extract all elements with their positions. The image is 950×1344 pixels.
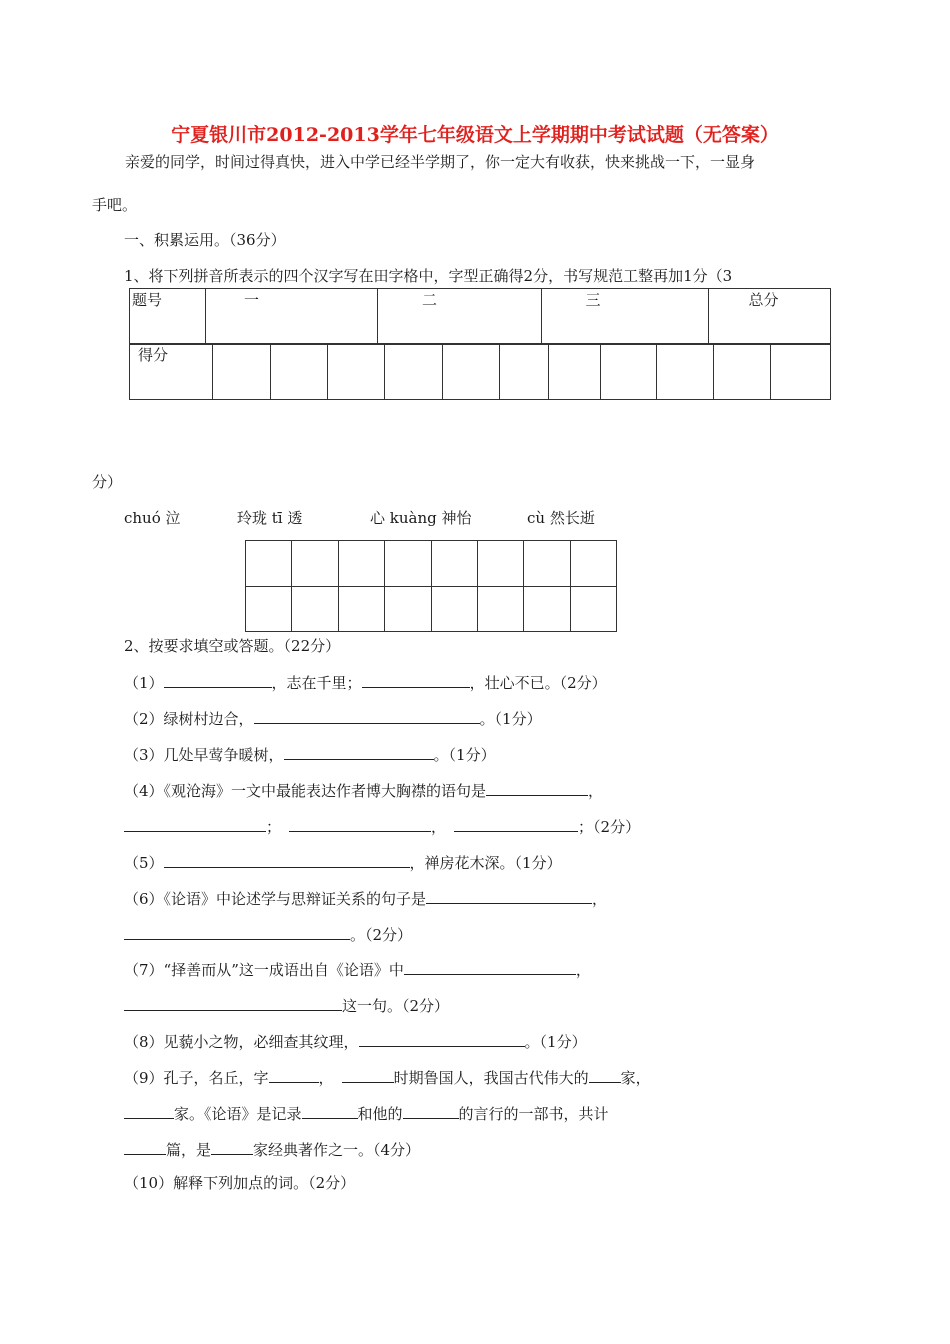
answer-blank[interactable] bbox=[403, 1102, 459, 1119]
grid-cell[interactable] bbox=[246, 586, 292, 632]
item-5-label: （5） bbox=[124, 854, 164, 872]
item-4-text-d: ， bbox=[431, 818, 447, 836]
item-9-text-a: （9）孔子，名丘，字 bbox=[124, 1069, 269, 1087]
grid-cell[interactable] bbox=[338, 586, 384, 632]
grid-cell[interactable] bbox=[385, 541, 431, 587]
item-6-text-b: ， bbox=[592, 890, 608, 908]
item-7-text-c: 这一句。（2分） bbox=[342, 997, 450, 1015]
answer-blank[interactable] bbox=[269, 1066, 319, 1083]
pinyin-4: cù 然长逝 bbox=[527, 509, 595, 527]
score-cell bbox=[549, 344, 601, 400]
item-8-text-b: 。（1分） bbox=[524, 1033, 587, 1051]
item-6-line-2 bbox=[124, 923, 412, 945]
item-2 bbox=[124, 707, 542, 729]
answer-blank[interactable] bbox=[124, 1138, 166, 1155]
tianzi-grid bbox=[245, 540, 617, 632]
grid-cell[interactable] bbox=[477, 541, 523, 587]
item-9-text-d: 家， bbox=[620, 1069, 651, 1087]
item-9-text-g: 的言行的一部书，共计 bbox=[458, 1105, 609, 1123]
answer-blank[interactable] bbox=[284, 743, 434, 760]
pinyin-3: 心 kuàng 神怡 bbox=[370, 509, 472, 527]
answer-blank[interactable] bbox=[211, 1138, 253, 1155]
score-cell bbox=[657, 344, 714, 400]
item-2-text-b: 。（1分） bbox=[479, 710, 542, 728]
grid-cell[interactable] bbox=[292, 586, 338, 632]
item-9-line-2 bbox=[124, 1102, 609, 1124]
item-4-line-2 bbox=[124, 815, 640, 837]
item-7-text-a: （7）“择善而从”这一成语出自《论语》中 bbox=[124, 961, 404, 979]
item-9-text-b: ， bbox=[318, 1069, 334, 1087]
item-1-text-b: ，志在千里； bbox=[271, 674, 362, 692]
grid-cell[interactable] bbox=[477, 586, 523, 632]
pinyin-1: chuó 泣 bbox=[124, 509, 181, 527]
score-cell bbox=[714, 344, 771, 400]
item-7-text-b: ， bbox=[575, 961, 591, 979]
item-3 bbox=[124, 743, 496, 765]
item-2-text-a: （2）绿树村边合， bbox=[124, 710, 254, 728]
item-9-text-e: 家。《论语》是记录 bbox=[174, 1105, 302, 1123]
item-9-line-1 bbox=[124, 1066, 651, 1088]
answer-blank[interactable] bbox=[342, 1066, 394, 1083]
intro-line-2: 手吧。 bbox=[92, 196, 138, 214]
score-cell bbox=[443, 344, 500, 400]
question-1-line-1: 1、将下列拼音所表示的四个汉字写在田字格中，字型正确得2分，书写规范工整再加1分（3 bbox=[124, 267, 733, 285]
answer-blank[interactable] bbox=[404, 958, 576, 975]
intro-line-1: 亲爱的同学，时间过得真快，进入中学已经半学期了，你一定大有收获，快来挑战一下，一显身 bbox=[125, 153, 756, 171]
grid-cell[interactable] bbox=[524, 586, 570, 632]
score-cell bbox=[385, 344, 443, 400]
col-1-label: 一 bbox=[243, 291, 259, 309]
answer-blank[interactable] bbox=[426, 887, 592, 904]
answer-blank[interactable] bbox=[289, 815, 431, 832]
item-9-text-i: 家经典著作之一。（4分） bbox=[253, 1141, 421, 1159]
grid-cell[interactable] bbox=[292, 541, 338, 587]
item-4-text-a: （4）《观沧海》一文中最能表达作者博大胸襟的语句是 bbox=[124, 782, 487, 800]
grid-cell[interactable] bbox=[431, 586, 477, 632]
question-1-line-2: 分） bbox=[92, 473, 123, 491]
grid-cell[interactable] bbox=[570, 586, 616, 632]
item-7-line-1 bbox=[124, 958, 591, 980]
col-3-label: 三 bbox=[585, 291, 601, 309]
header-label: 题号 bbox=[132, 291, 163, 309]
answer-blank[interactable] bbox=[359, 1030, 525, 1047]
answer-blank[interactable] bbox=[164, 851, 410, 868]
grid-cell[interactable] bbox=[570, 541, 616, 587]
item-1 bbox=[124, 671, 607, 693]
section-1-heading: 一、积累运用。（36分） bbox=[124, 231, 286, 249]
item-9-line-3 bbox=[124, 1138, 420, 1160]
item-3-text-b: 。（1分） bbox=[433, 746, 496, 764]
answer-blank[interactable] bbox=[164, 671, 272, 688]
answer-blank[interactable] bbox=[302, 1102, 358, 1119]
answer-blank[interactable] bbox=[454, 815, 578, 832]
item-4-text-e: ；（2分） bbox=[578, 818, 641, 836]
score-cell bbox=[601, 344, 657, 400]
item-10: （10）解释下列加点的词。（2分） bbox=[124, 1174, 356, 1192]
row-label: 得分 bbox=[138, 346, 169, 364]
grid-cell[interactable] bbox=[524, 541, 570, 587]
score-cell bbox=[500, 344, 549, 400]
grid-cell[interactable] bbox=[246, 541, 292, 587]
score-cell bbox=[271, 344, 328, 400]
score-cell bbox=[213, 344, 271, 400]
item-8-text-a: （8）见藐小之物，必细查其纹理， bbox=[124, 1033, 359, 1051]
item-1-label: （1） bbox=[124, 674, 164, 692]
question-2-heading: 2、按要求填空或答题。（22分） bbox=[124, 637, 341, 655]
item-9-text-f: 和他的 bbox=[357, 1105, 403, 1123]
answer-blank[interactable] bbox=[124, 815, 266, 832]
item-4-line-1 bbox=[124, 779, 603, 801]
answer-blank[interactable] bbox=[589, 1066, 621, 1083]
score-cell bbox=[328, 344, 385, 400]
col-2-label: 二 bbox=[421, 291, 437, 309]
item-4-text-b: ， bbox=[588, 782, 604, 800]
pinyin-2: 玲珑 tī 透 bbox=[237, 509, 303, 527]
grid-cell[interactable] bbox=[431, 541, 477, 587]
grid-cell[interactable] bbox=[338, 541, 384, 587]
answer-blank[interactable] bbox=[362, 671, 470, 688]
item-4-text-c: ； bbox=[266, 818, 282, 836]
item-8 bbox=[124, 1030, 587, 1052]
answer-blank[interactable] bbox=[124, 994, 342, 1011]
answer-blank[interactable] bbox=[124, 1102, 174, 1119]
item-6-text-a: （6）《论语》中论述学与思辩证关系的句子是 bbox=[124, 890, 427, 908]
answer-blank[interactable] bbox=[486, 779, 588, 796]
total-label: 总分 bbox=[748, 291, 779, 309]
answer-blank[interactable] bbox=[254, 707, 480, 724]
item-9-text-h: 篇，是 bbox=[166, 1141, 212, 1159]
item-3-text-a: （3）几处早莺争暖树， bbox=[124, 746, 284, 764]
item-6-line-1 bbox=[124, 887, 607, 909]
total-score-cell bbox=[771, 344, 831, 400]
item-6-text-c: 。（2分） bbox=[350, 926, 413, 944]
grid-cell[interactable] bbox=[385, 586, 431, 632]
answer-blank[interactable] bbox=[124, 923, 350, 940]
item-5 bbox=[124, 851, 562, 873]
page-title: 宁夏银川市2012-2013学年七年级语文上学期期中考试试题（无答案） bbox=[171, 124, 779, 146]
item-5-text-b: ，禅房花木深。（1分） bbox=[409, 854, 562, 872]
item-9-text-c: 时期鲁国人，我国古代伟大的 bbox=[393, 1069, 589, 1087]
item-7-line-2 bbox=[124, 994, 449, 1016]
item-1-text-c: ，壮心不已。（2分） bbox=[469, 674, 607, 692]
